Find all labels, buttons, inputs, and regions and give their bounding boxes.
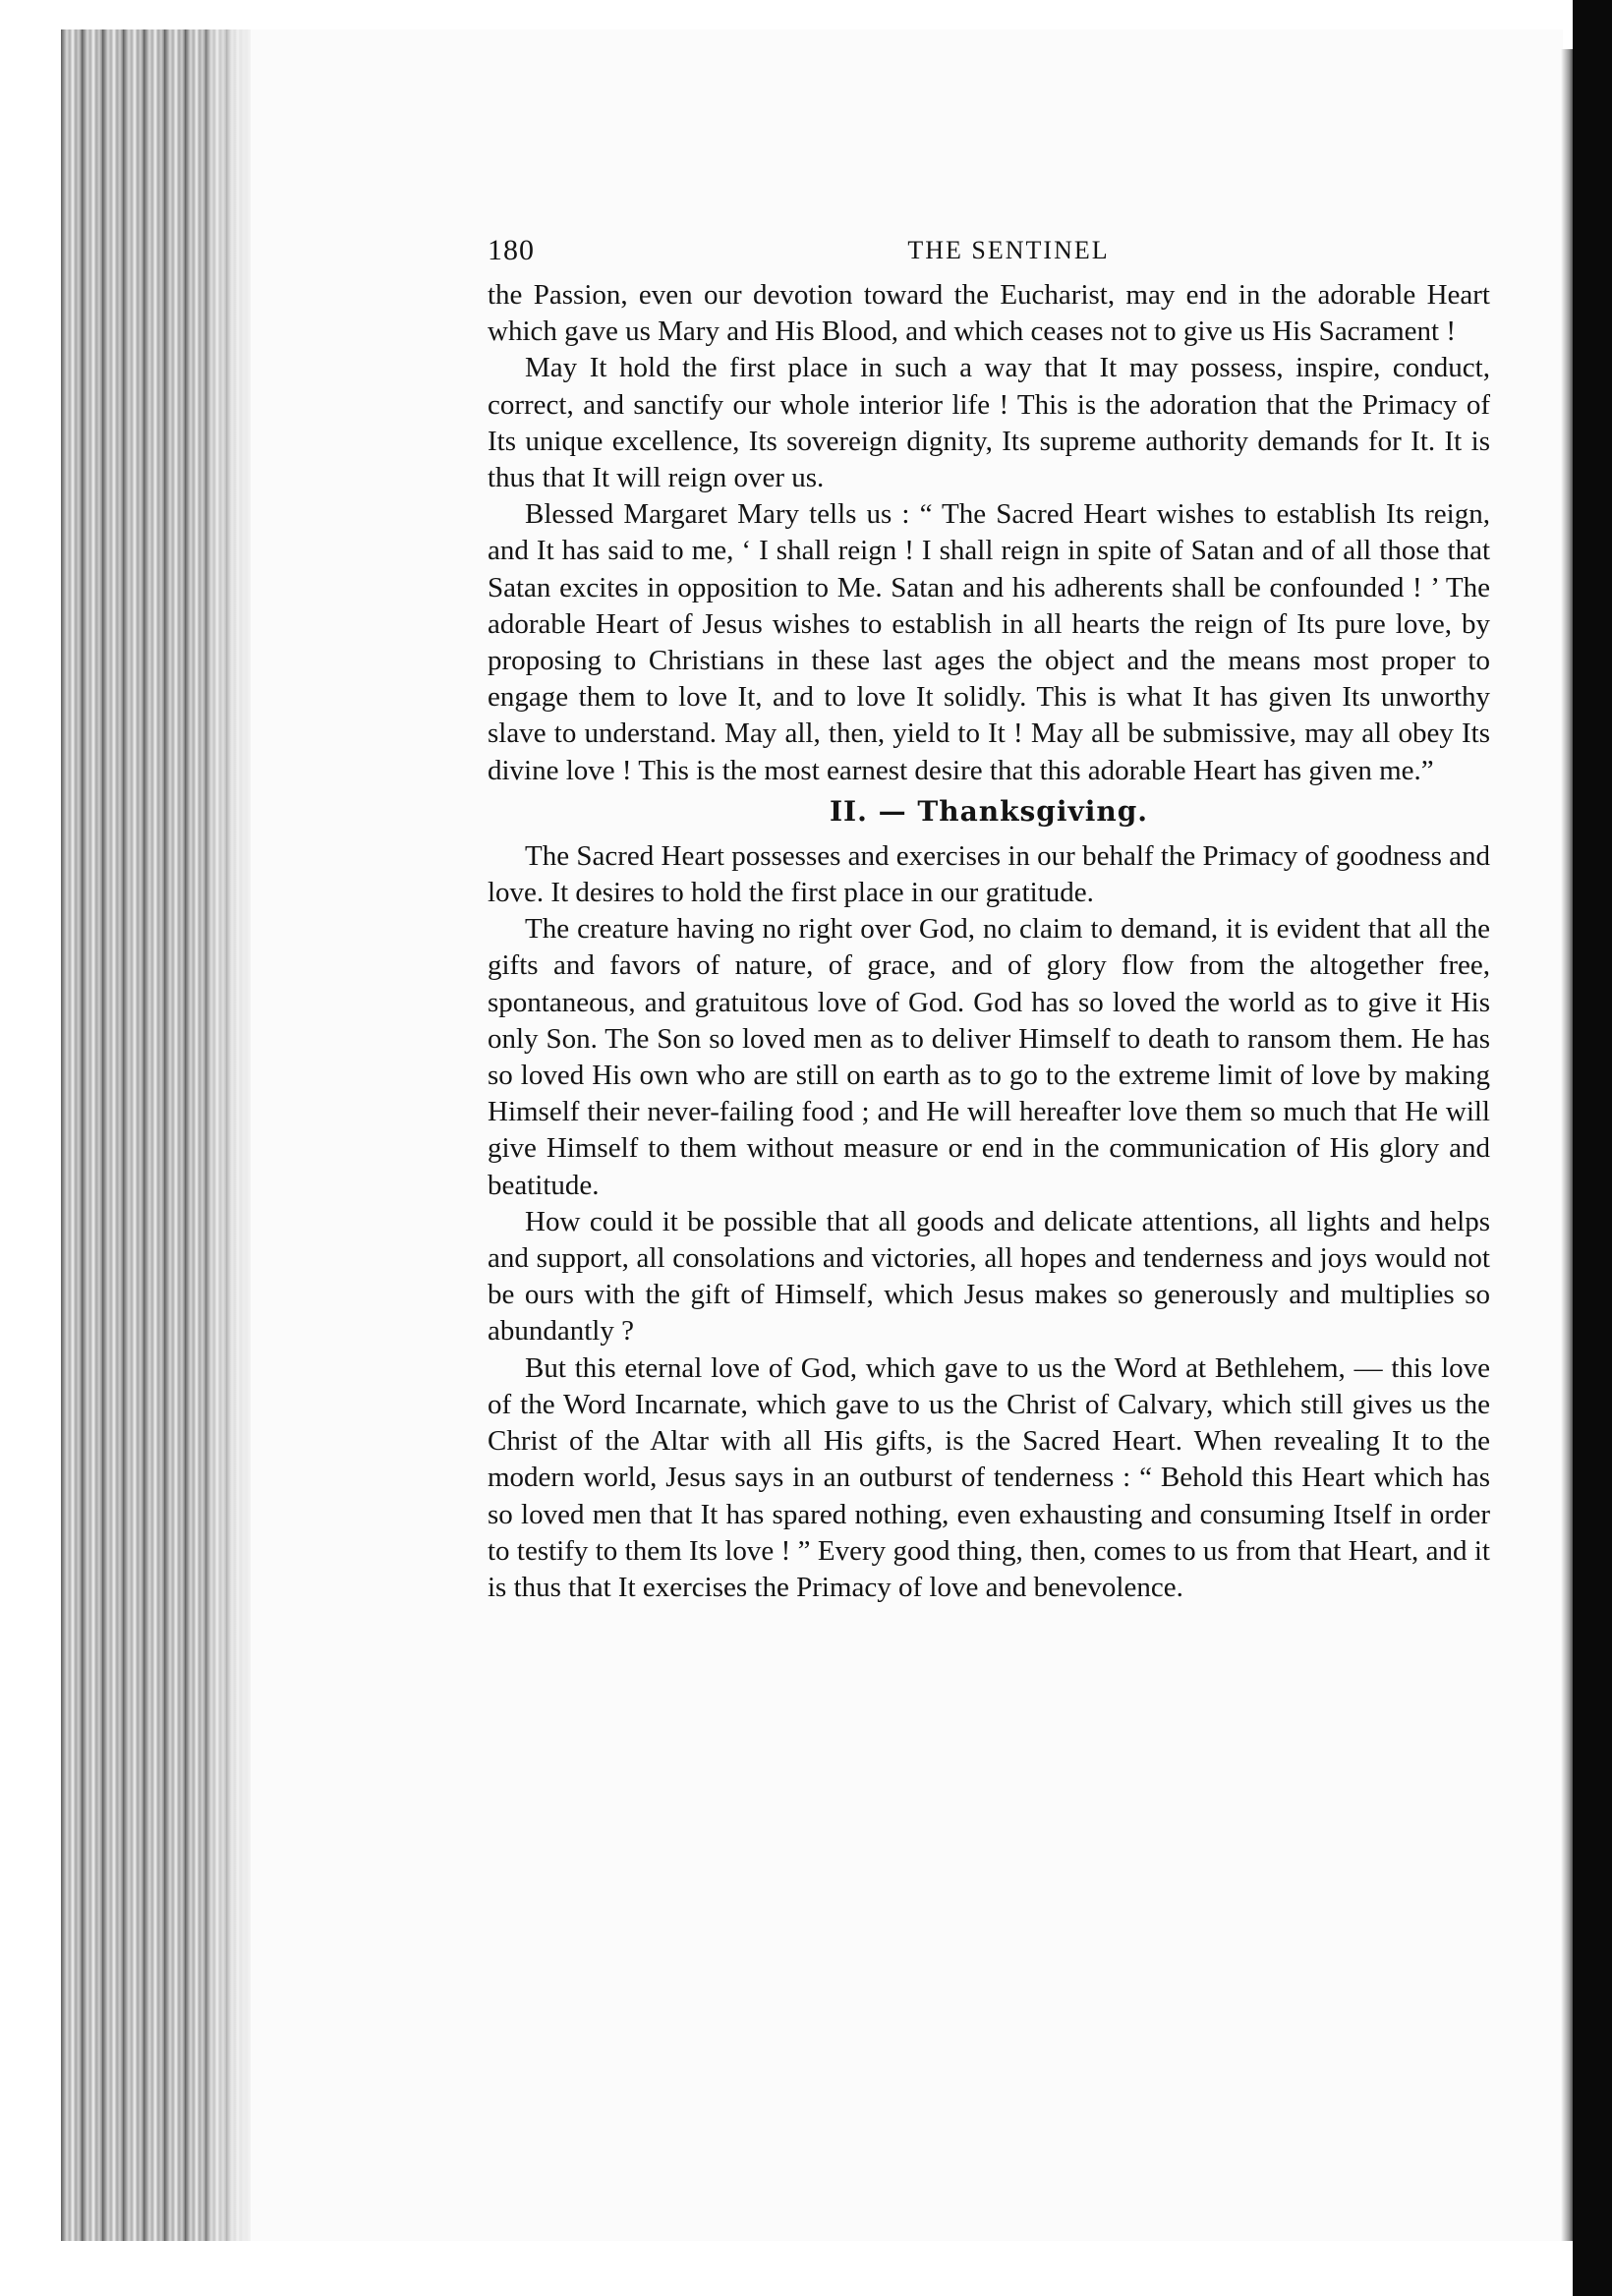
- paragraph: But this eternal love of God, which gave to us the Word at Bethlehem, — this love of the Word Incarnate, which gave to us the Christ of Calvary, which still gives us the Christ of the Altar with all His gifts, is the Sacred Heart. When revealing It to the modern world, Jesus says in an outburst of tenderness : “ Behold this Heart which has so loved men that It has spared nothing, even exhausting and consuming Itself in order to testify to them Its love ! ” Every good thing, then, comes to us from that Heart, and it is thus that It exercises the Primacy of love and benevolence.: [488, 1351, 1490, 1603]
- journal-title: THE SENTINEL: [907, 236, 1110, 264]
- paragraph: The Sacred Heart possesses and exercises in our behalf the Primacy of goodness and love. It desires to hold the first place in our gratitude.: [488, 839, 1490, 909]
- page-content: [488, 234, 1490, 1606]
- scan-border-right: [1573, 0, 1612, 2296]
- page-number: 180: [488, 234, 535, 266]
- section-heading: II. — Thanksgiving.: [829, 794, 1149, 828]
- paragraph: The creature having no right over God, no claim to demand, it is evident that all the gifts and favors of nature, of grace, and of glory flow from the altogether free, spontaneous, and gratuitous love of God. God has so loved the world as to give it His only Son. The Son so loved men as to deliver Himself to death to ransom them. He has so loved His own who are still on earth as to go to the extreme limit of love by making Himself their never-failing food ; and He will hereafter love them so much that He will give Himself to them without measure or end in the communication of His glory and beatitude.: [488, 913, 1490, 1201]
- paragraph: May It hold the first place in such a way that It may possess, inspire, conduct, correct, and sanctify our whole interior life ! This is the adoration that the Primacy of Its unique excellence, Its sovereign dignity, Its supreme authority demands for It. It is thus that It will reign over us.: [488, 352, 1490, 494]
- paragraph-continued: the Passion, even our devotion toward the Eucharist, may end in the adorable Heart which gave us Mary and His Blood, and which ceases not to give us His Sacrament !: [488, 279, 1490, 348]
- running-head: [488, 234, 1490, 277]
- paragraph: Blessed Margaret Mary tells us : “ The Sacred Heart wishes to establish Its reign, and It has said to me, ‘ I shall reign ! I shall reign in spite of Satan and of all those that Satan excites in opposition to Me. Satan and his adherents shall be confounded ! ’ The adorable Heart of Jesus wishes to establish in all hearts the reign of Its pure love, by proposing to Christians in these last ages the object and the means most proper to engage them to love It, and to love It solidly. This is what It has given Its unworthy slave to understand. May all, then, yield to It ! May all be submissive, may all obey Its divine love ! This is the most earnest desire that this adorable Heart has given me.”: [488, 498, 1490, 786]
- paragraph: How could it be possible that all goods and delicate attentions, all lights and helps and support, all consolations and victories, all hopes and tenderness and joys would not be ours with the gift of Himself, which Jesus makes so generously and multiplies so abundantly ?: [488, 1205, 1490, 1348]
